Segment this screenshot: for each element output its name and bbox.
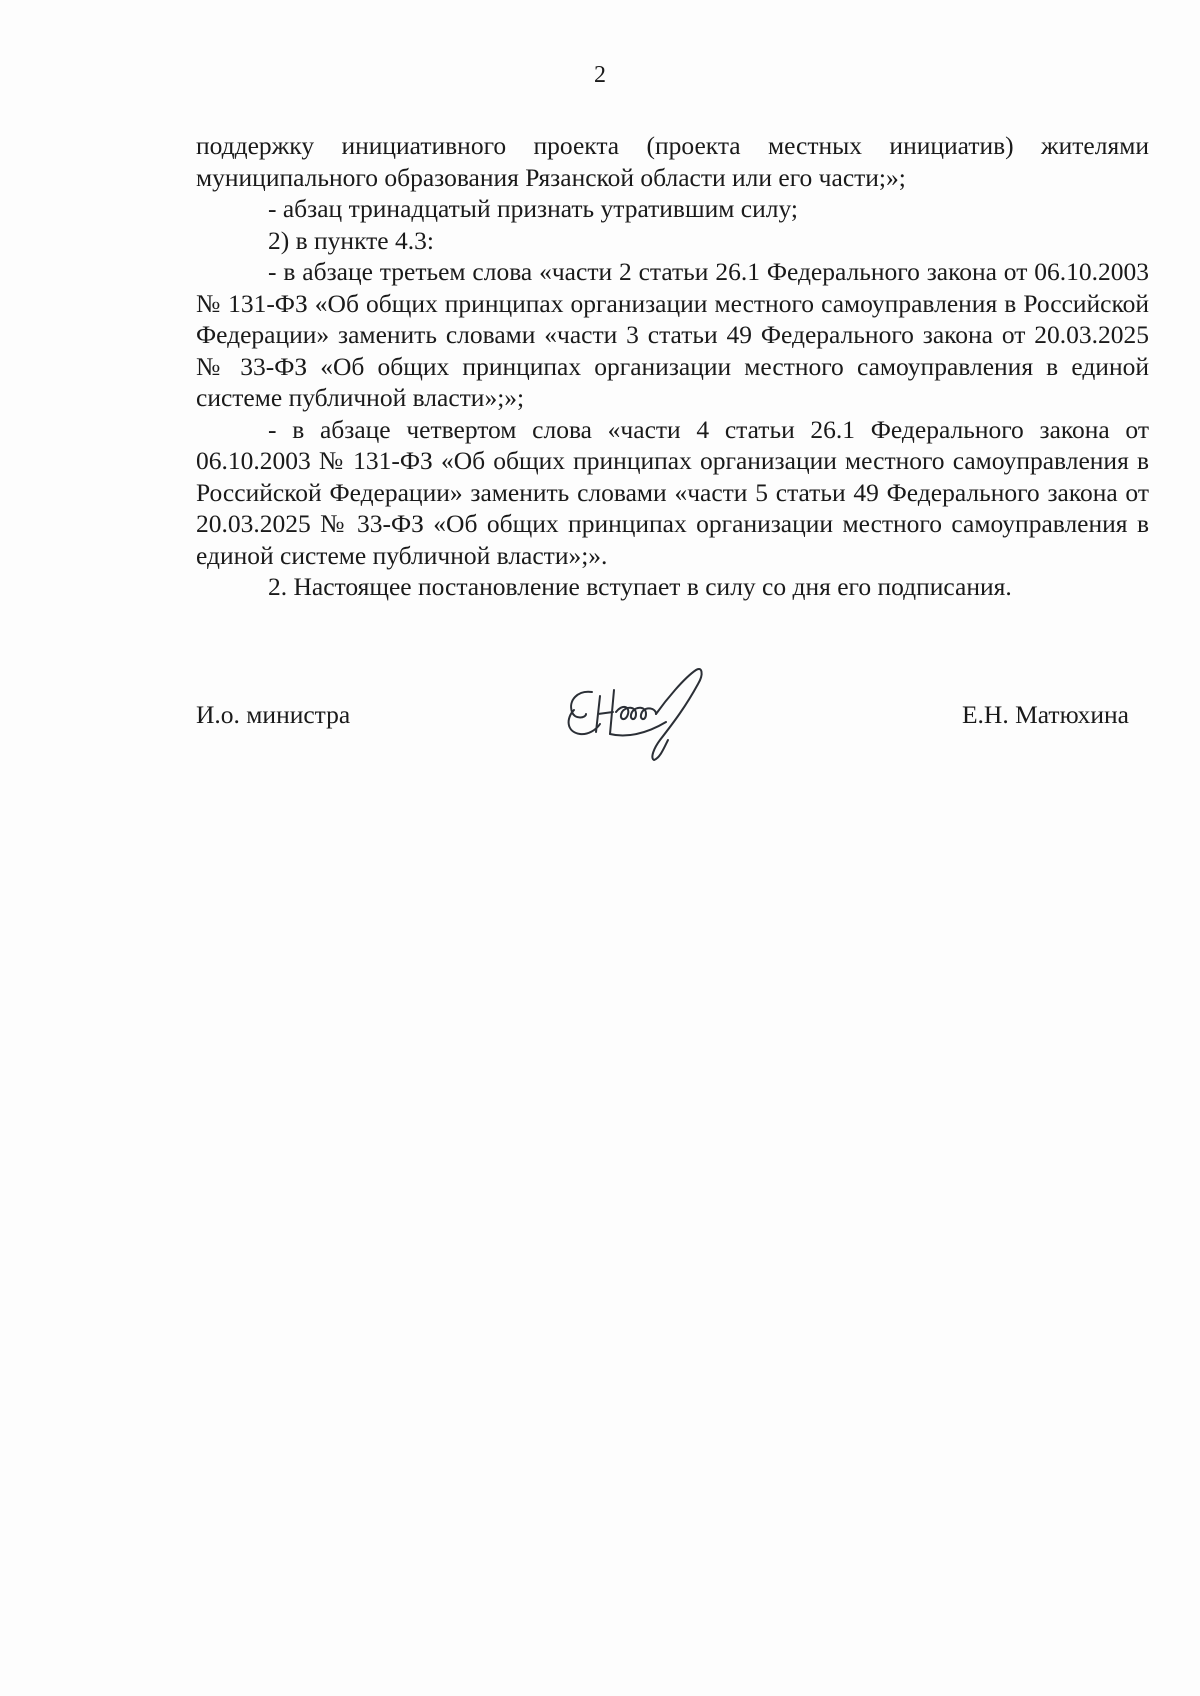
paragraph: 2. Настоящее постановление вступает в силу со дня его подписания. [268, 572, 1012, 601]
paragraph: - в абзаце третьем слова «части 2 статьи 26.1 Федерального закона от 06.10.2003 № 131-ФЗ «Об общих принципах организации местного самоуправления в Российской Федерации» заменить словами «части 3 статьи 49 Федерального закона от 20.03.2025 № 33-ФЗ «Об общих принципах организации местного самоуправления в единой системе публичной власти»;»; [196, 257, 1149, 412]
signatory-position: И.о. министра [196, 700, 351, 729]
paragraph: - абзац тринадцатый признать утратившим силу; [268, 194, 798, 223]
document-body [196, 130, 1149, 603]
page-number: 2 [594, 62, 606, 88]
handwritten-signature-icon [556, 660, 746, 770]
signatory-name: Е.Н. Матюхина [961, 700, 1129, 729]
paragraph: 2) в пункте 4.3: [268, 225, 434, 255]
paragraph: поддержку инициативного проекта (проекта местных инициатив) жителями муниципального образования Рязанской области или его части;»; [196, 131, 1149, 192]
paragraph: - в абзаце четвертом слова «части 4 статьи 26.1 Федерального закона от 06.10.2003 № 131-ФЗ «Об общих принципах организации местного самоуправления в Российской Федерации» заменить словами «части 5 статьи 49 Федерального закона от 20.03.2025 № 33-ФЗ «Об общих принципах организации местного самоуправления в единой системе публичной власти»;». [196, 414, 1149, 570]
